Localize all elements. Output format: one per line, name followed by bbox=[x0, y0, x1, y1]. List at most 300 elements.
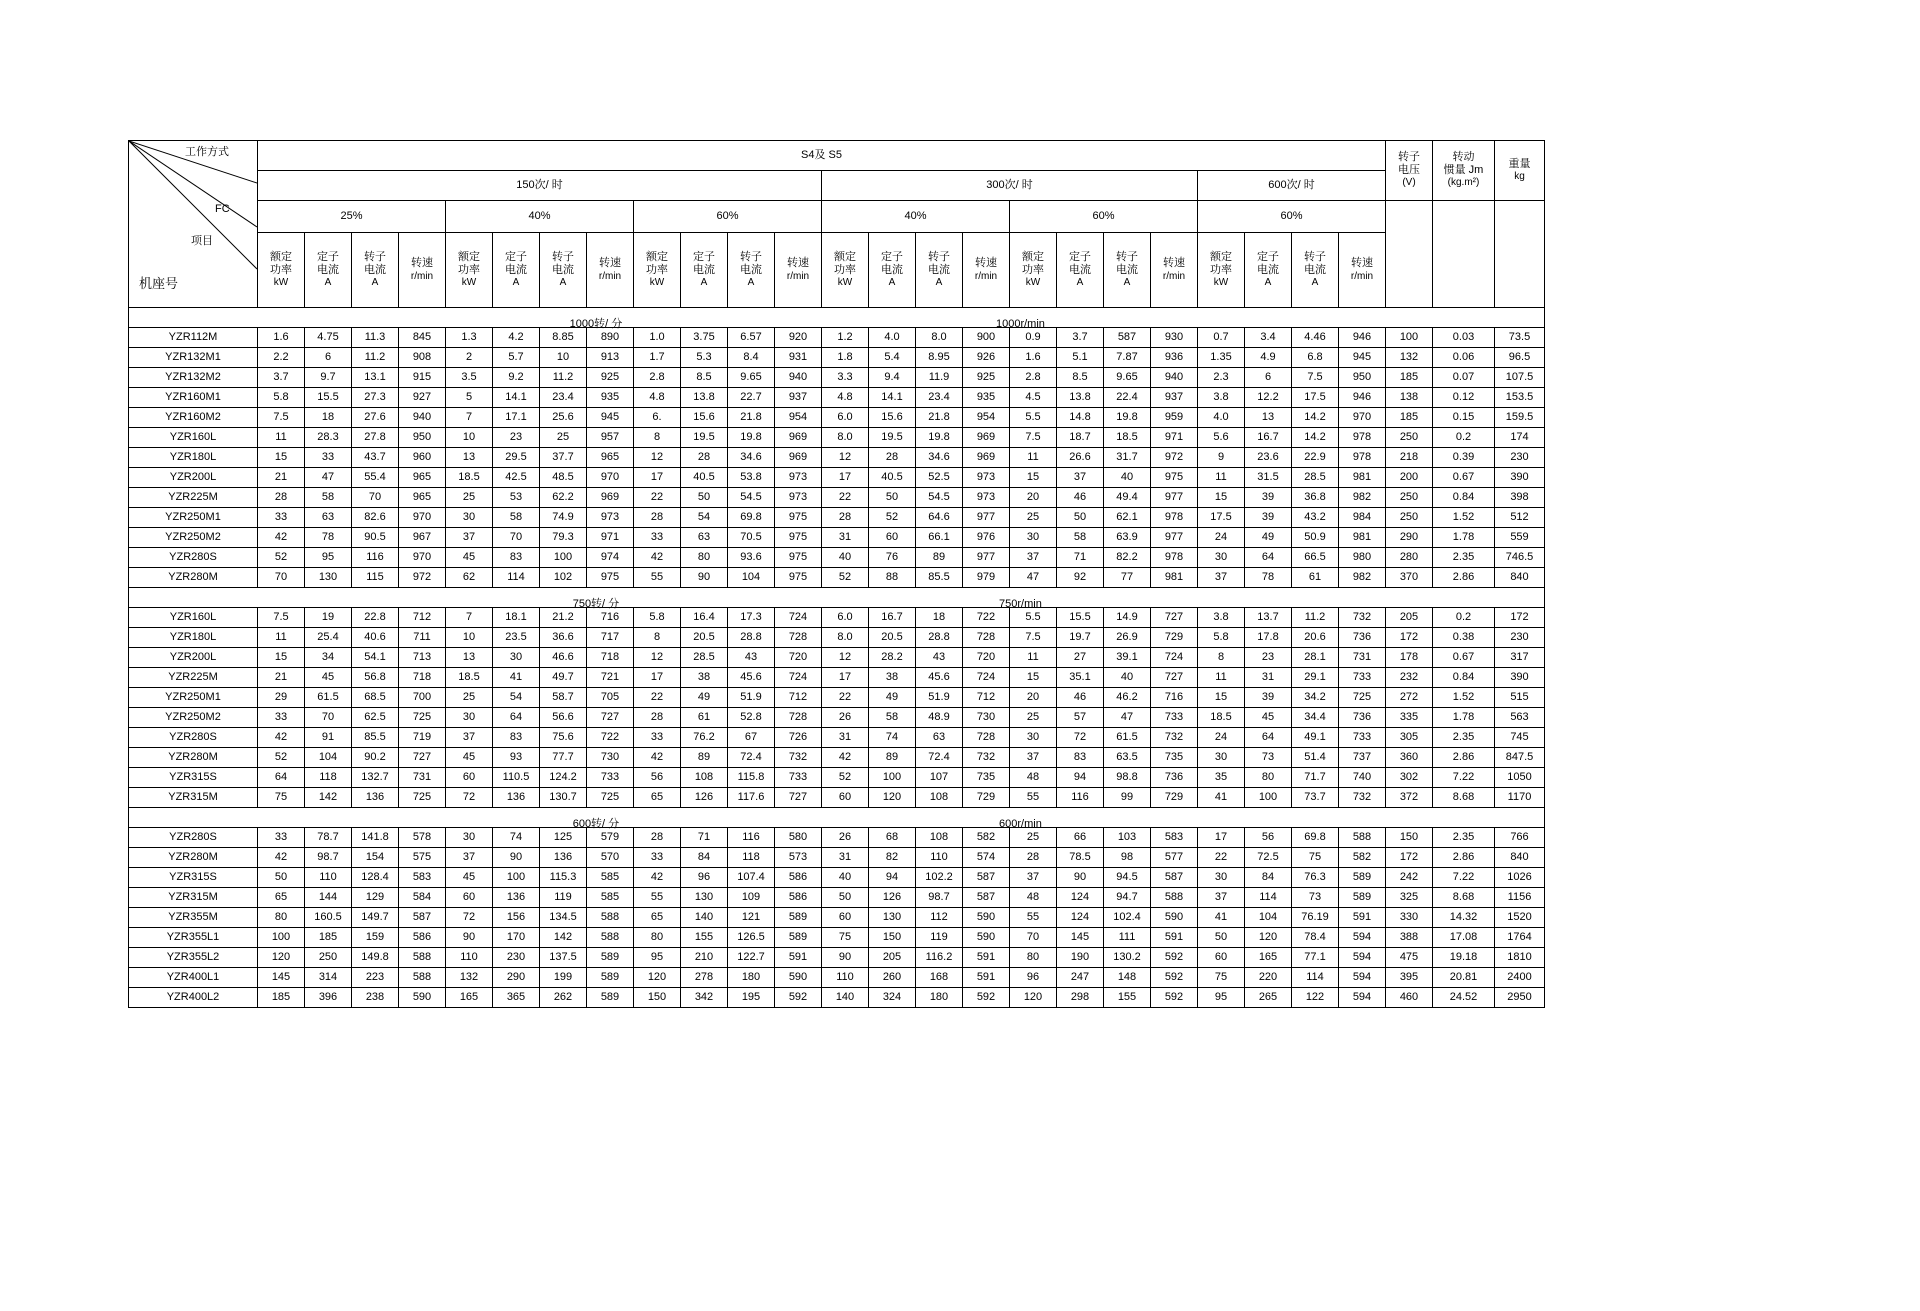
data-cell: 27.3 bbox=[352, 388, 399, 408]
data-cell: 180 bbox=[916, 988, 963, 1008]
data-cell: 45 bbox=[1245, 708, 1292, 728]
data-cell: 731 bbox=[1339, 648, 1386, 668]
data-cell: 185 bbox=[305, 928, 352, 948]
data-cell: 91 bbox=[305, 728, 352, 748]
data-cell: 90 bbox=[493, 848, 540, 868]
data-cell: 29.1 bbox=[1292, 668, 1339, 688]
data-cell: 17 bbox=[634, 468, 681, 488]
data-cell: 908 bbox=[399, 348, 446, 368]
data-cell: 28.5 bbox=[681, 648, 728, 668]
data-cell: 37.7 bbox=[540, 448, 587, 468]
data-cell: 728 bbox=[963, 728, 1010, 748]
data-cell: 736 bbox=[1339, 708, 1386, 728]
data-cell: 957 bbox=[587, 428, 634, 448]
group-label-cell bbox=[129, 588, 1545, 608]
model-cell: YZR250M1 bbox=[129, 508, 258, 528]
data-cell: 45 bbox=[446, 868, 493, 888]
data-cell: 15 bbox=[1010, 668, 1057, 688]
data-cell: 100 bbox=[1386, 328, 1433, 348]
data-cell: 78.7 bbox=[305, 828, 352, 848]
data-cell: 96 bbox=[681, 868, 728, 888]
data-cell: 736 bbox=[1339, 628, 1386, 648]
data-cell: 52.8 bbox=[728, 708, 775, 728]
data-cell: 28.1 bbox=[1292, 648, 1339, 668]
data-cell: 69.8 bbox=[1292, 828, 1339, 848]
data-cell: 28 bbox=[258, 488, 305, 508]
data-cell: 967 bbox=[399, 528, 446, 548]
data-cell: 90.5 bbox=[352, 528, 399, 548]
data-cell: 136 bbox=[493, 788, 540, 808]
table-row bbox=[129, 648, 1545, 668]
data-cell: 720 bbox=[775, 648, 822, 668]
data-cell: 973 bbox=[963, 488, 1010, 508]
table-row bbox=[129, 668, 1545, 688]
data-cell: 132 bbox=[1386, 348, 1433, 368]
data-cell: 737 bbox=[1339, 748, 1386, 768]
data-cell: 25 bbox=[1010, 508, 1057, 528]
corner-header-cell bbox=[129, 141, 258, 308]
data-cell: 9 bbox=[1198, 448, 1245, 468]
data-cell: 116 bbox=[352, 548, 399, 568]
data-cell: 144 bbox=[305, 888, 352, 908]
data-cell: 590 bbox=[1151, 908, 1198, 928]
data-cell: 54.5 bbox=[728, 488, 775, 508]
data-cell: 56 bbox=[1245, 828, 1292, 848]
data-cell: 969 bbox=[963, 448, 1010, 468]
table-row bbox=[129, 488, 1545, 508]
data-cell: 936 bbox=[1151, 348, 1198, 368]
data-cell: 63 bbox=[681, 528, 728, 548]
data-cell: 11 bbox=[1010, 448, 1057, 468]
data-cell: 30 bbox=[1010, 728, 1057, 748]
data-cell: 1026 bbox=[1495, 868, 1545, 888]
data-cell: 84 bbox=[681, 848, 728, 868]
data-cell: 18 bbox=[305, 408, 352, 428]
data-cell: 24 bbox=[1198, 728, 1245, 748]
data-cell: 72 bbox=[1057, 728, 1104, 748]
data-cell: 50 bbox=[869, 488, 916, 508]
data-cell: 16.7 bbox=[869, 608, 916, 628]
data-cell: 88 bbox=[869, 568, 916, 588]
data-cell: 587 bbox=[1104, 328, 1151, 348]
data-cell: 972 bbox=[1151, 448, 1198, 468]
data-cell: 19.8 bbox=[728, 428, 775, 448]
data-cell: 1.6 bbox=[1010, 348, 1057, 368]
data-cell: 48 bbox=[1010, 768, 1057, 788]
data-cell: 140 bbox=[822, 988, 869, 1008]
data-cell: 119 bbox=[916, 928, 963, 948]
data-cell: 118 bbox=[728, 848, 775, 868]
data-cell: 250 bbox=[1386, 508, 1433, 528]
data-cell: 115.8 bbox=[728, 768, 775, 788]
data-cell: 24.52 bbox=[1433, 988, 1495, 1008]
data-cell: 58 bbox=[305, 488, 352, 508]
data-cell: 711 bbox=[399, 628, 446, 648]
data-cell: 124 bbox=[1057, 908, 1104, 928]
data-cell: 583 bbox=[1151, 828, 1198, 848]
data-cell: 4.9 bbox=[1245, 348, 1292, 368]
data-cell: 8.68 bbox=[1433, 888, 1495, 908]
table-row bbox=[129, 508, 1545, 528]
data-cell: 727 bbox=[587, 708, 634, 728]
data-cell: 71.7 bbox=[1292, 768, 1339, 788]
data-cell: 21 bbox=[258, 468, 305, 488]
data-cell: 30 bbox=[1198, 548, 1245, 568]
header-duty-600: 600次/ 时 bbox=[1198, 170, 1386, 200]
data-cell: 46.2 bbox=[1104, 688, 1151, 708]
data-cell: 122 bbox=[1292, 988, 1339, 1008]
data-cell: 6.0 bbox=[822, 608, 869, 628]
data-cell: 14.9 bbox=[1104, 608, 1151, 628]
data-cell: 728 bbox=[963, 628, 1010, 648]
model-cell: YZR160L bbox=[129, 608, 258, 628]
data-cell: 74 bbox=[493, 828, 540, 848]
data-cell: 981 bbox=[1339, 468, 1386, 488]
data-cell: 20.6 bbox=[1292, 628, 1339, 648]
data-cell: 1.2 bbox=[822, 328, 869, 348]
data-cell: 4.5 bbox=[1010, 388, 1057, 408]
data-cell: 15.5 bbox=[1057, 608, 1104, 628]
data-cell: 23.4 bbox=[916, 388, 963, 408]
table-row bbox=[129, 948, 1545, 968]
table-header bbox=[129, 141, 1545, 308]
data-cell: 76.2 bbox=[681, 728, 728, 748]
data-cell: 1810 bbox=[1495, 948, 1545, 968]
data-cell: 559 bbox=[1495, 528, 1545, 548]
model-cell: YZR132M1 bbox=[129, 348, 258, 368]
data-cell: 971 bbox=[587, 528, 634, 548]
data-cell: 589 bbox=[587, 948, 634, 968]
data-cell: 45.6 bbox=[916, 668, 963, 688]
model-cell: YZR250M1 bbox=[129, 688, 258, 708]
data-cell: 33 bbox=[634, 528, 681, 548]
data-cell: 27 bbox=[1057, 648, 1104, 668]
table-row bbox=[129, 608, 1545, 628]
data-cell: 460 bbox=[1386, 988, 1433, 1008]
data-cell: 587 bbox=[399, 908, 446, 928]
data-cell: 16.7 bbox=[1245, 428, 1292, 448]
model-cell: YZR315S bbox=[129, 868, 258, 888]
data-cell: 594 bbox=[1339, 948, 1386, 968]
data-cell: 200 bbox=[1386, 468, 1433, 488]
data-cell: 52 bbox=[822, 768, 869, 788]
data-cell: 2.86 bbox=[1433, 748, 1495, 768]
group-separator-row bbox=[129, 588, 1545, 608]
data-cell: 42.5 bbox=[493, 468, 540, 488]
data-cell: 119 bbox=[540, 888, 587, 908]
data-cell: 589 bbox=[587, 988, 634, 1008]
data-cell: 724 bbox=[775, 668, 822, 688]
table-row bbox=[129, 968, 1545, 988]
data-cell: 99 bbox=[1104, 788, 1151, 808]
header-rated-power: 额定 功率 kW bbox=[446, 232, 493, 307]
data-cell: 55 bbox=[634, 888, 681, 908]
data-cell: 124 bbox=[1057, 888, 1104, 908]
header-inertia bbox=[1433, 141, 1495, 201]
data-cell: 9.4 bbox=[869, 368, 916, 388]
data-cell: 34.6 bbox=[916, 448, 963, 468]
header-rated-power: 额定 功率 kW bbox=[1198, 232, 1245, 307]
data-cell: 64 bbox=[493, 708, 540, 728]
data-cell: 970 bbox=[399, 548, 446, 568]
data-cell: 102.4 bbox=[1104, 908, 1151, 928]
data-cell: 325 bbox=[1386, 888, 1433, 908]
header-rotor-voltage bbox=[1386, 141, 1433, 201]
model-cell: YZR250M2 bbox=[129, 708, 258, 728]
group-label-en: 600r/min bbox=[999, 817, 1042, 830]
data-cell: 365 bbox=[493, 988, 540, 1008]
data-cell: 43.2 bbox=[1292, 508, 1339, 528]
data-cell: 115 bbox=[352, 568, 399, 588]
table-row bbox=[129, 628, 1545, 648]
corner-label-item: 项目 bbox=[191, 235, 213, 247]
data-cell: 150 bbox=[1386, 828, 1433, 848]
data-cell: 29 bbox=[258, 688, 305, 708]
data-cell: 30 bbox=[446, 708, 493, 728]
data-cell: 588 bbox=[399, 968, 446, 988]
data-cell: 83 bbox=[493, 728, 540, 748]
data-cell: 149.7 bbox=[352, 908, 399, 928]
data-cell: 370 bbox=[1386, 568, 1433, 588]
data-cell: 965 bbox=[399, 468, 446, 488]
data-cell: 330 bbox=[1386, 908, 1433, 928]
data-cell: 19.5 bbox=[869, 428, 916, 448]
data-cell: 110 bbox=[822, 968, 869, 988]
data-cell: 136 bbox=[540, 848, 587, 868]
data-cell: 0.2 bbox=[1433, 608, 1495, 628]
data-cell: 66.5 bbox=[1292, 548, 1339, 568]
data-cell: 42 bbox=[822, 748, 869, 768]
data-cell: 14.32 bbox=[1433, 908, 1495, 928]
data-cell: 230 bbox=[493, 948, 540, 968]
data-cell: 31 bbox=[822, 848, 869, 868]
data-cell: 54.5 bbox=[916, 488, 963, 508]
data-cell: 594 bbox=[1339, 988, 1386, 1008]
data-cell: 110 bbox=[916, 848, 963, 868]
data-cell: 1.8 bbox=[822, 348, 869, 368]
model-cell: YZR315M bbox=[129, 788, 258, 808]
header-rotor-current: 转子 电流 A bbox=[1104, 232, 1151, 307]
data-cell: 73 bbox=[1245, 748, 1292, 768]
header-stator-current: 定子 电流 A bbox=[305, 232, 352, 307]
data-cell: 591 bbox=[1151, 928, 1198, 948]
group-label-cn: 750转/ 分 bbox=[572, 597, 620, 610]
data-cell: 590 bbox=[963, 928, 1010, 948]
data-cell: 110.5 bbox=[493, 768, 540, 788]
data-cell: 718 bbox=[587, 648, 634, 668]
data-cell: 27.8 bbox=[352, 428, 399, 448]
data-cell: 205 bbox=[869, 948, 916, 968]
data-cell: 594 bbox=[1339, 968, 1386, 988]
data-cell: 14.1 bbox=[869, 388, 916, 408]
data-cell: 109 bbox=[728, 888, 775, 908]
data-cell: 25 bbox=[540, 428, 587, 448]
data-cell: 1.6 bbox=[258, 328, 305, 348]
data-cell: 585 bbox=[587, 868, 634, 888]
data-cell: 4.46 bbox=[1292, 328, 1339, 348]
data-cell: 18 bbox=[916, 608, 963, 628]
data-cell: 40 bbox=[1104, 468, 1151, 488]
data-cell: 586 bbox=[775, 868, 822, 888]
data-cell: 980 bbox=[1339, 548, 1386, 568]
data-cell: 49 bbox=[869, 688, 916, 708]
data-cell: 19.18 bbox=[1433, 948, 1495, 968]
data-cell: 588 bbox=[587, 908, 634, 928]
data-cell: 586 bbox=[399, 928, 446, 948]
data-cell: 205 bbox=[1386, 608, 1433, 628]
data-cell: 185 bbox=[258, 988, 305, 1008]
header-fc-25: 25% bbox=[258, 200, 446, 232]
data-cell: 64 bbox=[258, 768, 305, 788]
data-cell: 83 bbox=[493, 548, 540, 568]
data-cell: 107 bbox=[916, 768, 963, 788]
header-speed: 转速 r/min bbox=[399, 232, 446, 307]
data-cell: 766 bbox=[1495, 828, 1545, 848]
data-cell: 19.7 bbox=[1057, 628, 1104, 648]
data-cell: 82 bbox=[869, 848, 916, 868]
rotor-voltage-line2: 电压 bbox=[1398, 164, 1420, 177]
data-cell: 19.8 bbox=[1104, 408, 1151, 428]
data-cell: 570 bbox=[587, 848, 634, 868]
data-cell: 5.8 bbox=[258, 388, 305, 408]
data-cell: 130 bbox=[305, 568, 352, 588]
data-cell: 4.0 bbox=[869, 328, 916, 348]
weight-line1: 重量 bbox=[1508, 157, 1531, 170]
data-cell: 72.4 bbox=[728, 748, 775, 768]
data-cell: 9.2 bbox=[493, 368, 540, 388]
data-cell: 51.4 bbox=[1292, 748, 1339, 768]
data-cell: 969 bbox=[775, 448, 822, 468]
model-cell: YZR400L2 bbox=[129, 988, 258, 1008]
model-cell: YZR132M2 bbox=[129, 368, 258, 388]
data-cell: 2.35 bbox=[1433, 548, 1495, 568]
data-cell: 717 bbox=[587, 628, 634, 648]
data-cell: 126.5 bbox=[728, 928, 775, 948]
data-cell: 95 bbox=[1198, 988, 1245, 1008]
data-cell: 141.8 bbox=[352, 828, 399, 848]
data-cell: 590 bbox=[963, 908, 1010, 928]
data-cell: 168 bbox=[916, 968, 963, 988]
data-cell: 155 bbox=[1104, 988, 1151, 1008]
data-cell: 47 bbox=[305, 468, 352, 488]
data-cell: 64 bbox=[1245, 728, 1292, 748]
data-cell: 17.5 bbox=[1292, 388, 1339, 408]
data-cell: 982 bbox=[1339, 488, 1386, 508]
data-cell: 10 bbox=[446, 628, 493, 648]
data-cell: 132 bbox=[446, 968, 493, 988]
data-cell: 584 bbox=[399, 888, 446, 908]
data-cell: 360 bbox=[1386, 748, 1433, 768]
data-cell: 23.6 bbox=[1245, 448, 1292, 468]
data-cell: 720 bbox=[963, 648, 1010, 668]
data-cell: 7.87 bbox=[1104, 348, 1151, 368]
data-cell: 58.7 bbox=[540, 688, 587, 708]
data-cell: 935 bbox=[587, 388, 634, 408]
table-row bbox=[129, 708, 1545, 728]
data-cell: 592 bbox=[1151, 948, 1198, 968]
data-cell: 104 bbox=[305, 748, 352, 768]
model-cell: YZR280M bbox=[129, 748, 258, 768]
data-cell: 978 bbox=[1151, 548, 1198, 568]
data-cell: 11 bbox=[1010, 648, 1057, 668]
data-cell: 95 bbox=[305, 548, 352, 568]
data-cell: 977 bbox=[1151, 488, 1198, 508]
data-cell: 46.6 bbox=[540, 648, 587, 668]
data-cell: 11 bbox=[258, 628, 305, 648]
data-cell: 53.8 bbox=[728, 468, 775, 488]
data-cell: 60 bbox=[822, 788, 869, 808]
data-cell: 729 bbox=[1151, 628, 1198, 648]
header-stator-current: 定子 电流 A bbox=[1245, 232, 1292, 307]
data-cell: 1156 bbox=[1495, 888, 1545, 908]
data-cell: 22 bbox=[1198, 848, 1245, 868]
data-cell: 62.5 bbox=[352, 708, 399, 728]
data-cell: 18.7 bbox=[1057, 428, 1104, 448]
data-cell: 3.4 bbox=[1245, 328, 1292, 348]
data-cell: 15 bbox=[258, 648, 305, 668]
data-cell: 940 bbox=[399, 408, 446, 428]
data-cell: 37 bbox=[446, 728, 493, 748]
data-cell: 724 bbox=[963, 668, 1010, 688]
data-cell: 93 bbox=[493, 748, 540, 768]
data-cell: 22 bbox=[822, 488, 869, 508]
data-cell: 62.2 bbox=[540, 488, 587, 508]
data-cell: 112 bbox=[916, 908, 963, 928]
data-cell: 2.8 bbox=[634, 368, 681, 388]
data-cell: 165 bbox=[446, 988, 493, 1008]
data-cell: 116 bbox=[728, 828, 775, 848]
data-cell: 13 bbox=[446, 448, 493, 468]
data-cell: 74 bbox=[869, 728, 916, 748]
data-cell: 42 bbox=[258, 528, 305, 548]
data-cell: 976 bbox=[963, 528, 1010, 548]
data-cell: 10 bbox=[446, 428, 493, 448]
data-cell: 725 bbox=[1339, 688, 1386, 708]
data-cell: 587 bbox=[963, 888, 1010, 908]
data-cell: 915 bbox=[399, 368, 446, 388]
data-cell: 5.6 bbox=[1198, 428, 1245, 448]
data-cell: 72 bbox=[446, 908, 493, 928]
data-cell: 712 bbox=[963, 688, 1010, 708]
data-cell: 150 bbox=[634, 988, 681, 1008]
data-cell: 70.5 bbox=[728, 528, 775, 548]
data-cell: 729 bbox=[1151, 788, 1198, 808]
header-weight-spacer bbox=[1495, 232, 1545, 307]
data-cell: 592 bbox=[1151, 968, 1198, 988]
data-cell: 25.6 bbox=[540, 408, 587, 428]
data-cell: 60 bbox=[869, 528, 916, 548]
data-cell: 66 bbox=[1057, 828, 1104, 848]
data-cell: 61 bbox=[1292, 568, 1339, 588]
data-cell: 977 bbox=[963, 548, 1010, 568]
table-row bbox=[129, 748, 1545, 768]
data-cell: 102 bbox=[540, 568, 587, 588]
data-cell: 5.5 bbox=[1010, 608, 1057, 628]
data-cell: 732 bbox=[775, 748, 822, 768]
table-row bbox=[129, 828, 1545, 848]
data-cell: 840 bbox=[1495, 568, 1545, 588]
data-cell: 587 bbox=[1151, 868, 1198, 888]
data-cell: 8.85 bbox=[540, 328, 587, 348]
data-cell: 31.5 bbox=[1245, 468, 1292, 488]
data-cell: 937 bbox=[1151, 388, 1198, 408]
data-cell: 840 bbox=[1495, 848, 1545, 868]
table-row bbox=[129, 988, 1545, 1008]
data-cell: 7.22 bbox=[1433, 768, 1495, 788]
data-cell: 1050 bbox=[1495, 768, 1545, 788]
data-cell: 588 bbox=[587, 928, 634, 948]
data-cell: 28 bbox=[634, 508, 681, 528]
